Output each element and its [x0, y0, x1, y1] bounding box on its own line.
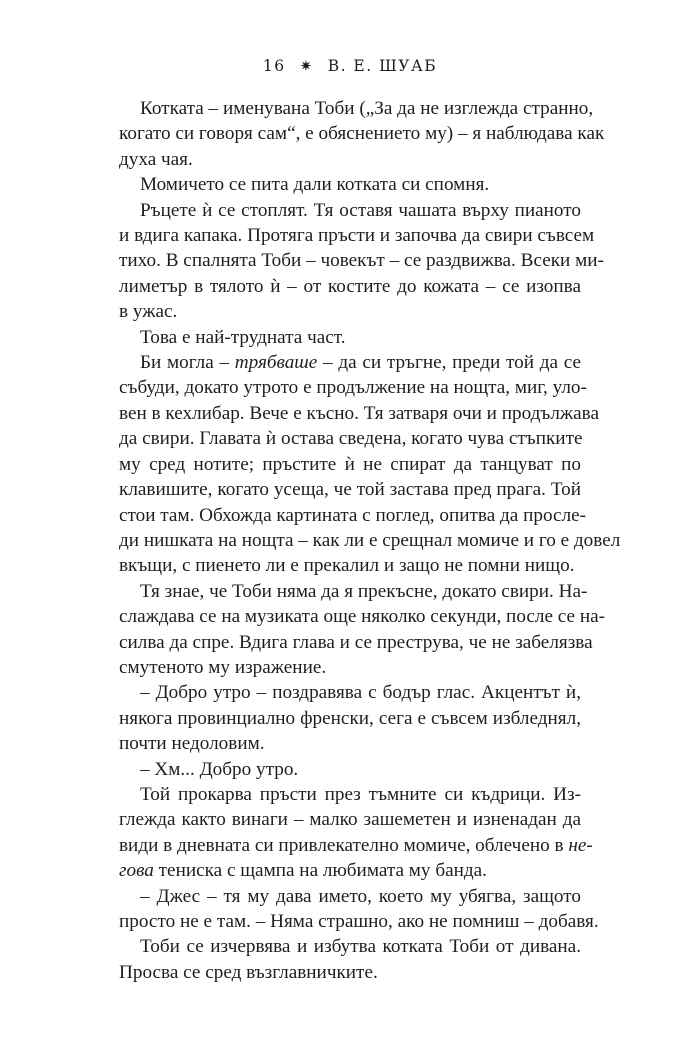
- text-line: когато си говоря сам“, е обяснението му) – я наблюдава как: [119, 123, 605, 145]
- emphasis: гова: [119, 860, 154, 882]
- text-line: силва да спре. Вдига глава и се преструва, че не забелязва: [119, 631, 593, 653]
- page-number: 16: [262, 57, 286, 75]
- text-line: вкъщи, с пиенето ли е прекалил и защо не помни нищо.: [119, 555, 575, 577]
- paragraph: [119, 198, 604, 325]
- paragraph: [119, 350, 621, 579]
- paragraph: [119, 680, 581, 756]
- emphasis: трябваше: [234, 352, 318, 374]
- body-text: [119, 96, 621, 985]
- text-line: духа чая.: [119, 148, 193, 170]
- text-line: – Добро утро – поздравява с бодър глас. Акцентът ѝ,: [140, 682, 581, 704]
- text-line: глежда както винаги – малко зашеметен и изненадан да: [119, 809, 581, 831]
- text-line: ди нишката на нощта – как ли е срещнал момиче и го е довел: [119, 529, 621, 551]
- text-line: Тоби се изчервява и избутва котката Тоби от дивана.: [140, 936, 581, 958]
- paragraph: [119, 172, 581, 197]
- text-line: лиметър в тялото ѝ – от костите до кожата – се изопва: [119, 275, 581, 297]
- text-line: събуди, докато утрото е продължение на нощта, миг, уло-: [119, 377, 587, 399]
- paragraph: [119, 884, 599, 935]
- paragraph: [119, 96, 605, 172]
- text-line: някога провинциално френски, сега е съвсем избледнял,: [119, 707, 581, 729]
- paragraph: [119, 934, 581, 985]
- text-line: просто не е там. – Няма страшно, ако не помниш – добавя.: [119, 911, 599, 932]
- text-line-with-emphasis: Би могла – трябваше – да си тръгне, преди той да се: [140, 352, 581, 374]
- text-line: вен в кехлибар. Вече е късно. Тя затваря очи и продължава: [119, 402, 599, 424]
- paragraph: [119, 782, 593, 884]
- text-line: тихо. В спалнята Тоби – човекът – се раздвижва. Всеки ми-: [119, 250, 604, 272]
- text-line: Той прокарва пръсти през тъмните си къдрици. Из-: [140, 783, 581, 805]
- author-name: В. Е. ШУАБ: [327, 57, 438, 75]
- text-line: Ръцете ѝ се стоплят. Тя оставя чашата върху пианото: [140, 199, 581, 221]
- paragraph: [119, 579, 606, 681]
- text-line: стои там. Обхожда картината с поглед, опитва да просле-: [119, 504, 587, 526]
- text-line: му сред нотите; пръстите ѝ не спират да танцуват по: [119, 453, 581, 475]
- text-line: Това е най-трудната част.: [140, 326, 346, 348]
- text-line: и вдига капака. Протяга пръсти и започва да свири съвсем: [119, 225, 595, 247]
- text-line: да свири. Главата ѝ остава сведена, когато чува стъпките: [119, 428, 583, 450]
- text-line: клавишите, когато усеща, че той застава пред прага. Той: [119, 479, 581, 501]
- running-head: [0, 56, 700, 76]
- paragraph: [119, 325, 581, 350]
- text-line: почти недоловим.: [119, 733, 265, 755]
- text-line: в ужас.: [119, 301, 178, 323]
- text-line: Просва се сред възглавничките.: [119, 961, 378, 983]
- text-line: Тя знае, че Тоби няма да я прекъсне, докато свири. На-: [140, 580, 588, 602]
- emphasis: не-: [568, 834, 593, 856]
- text-line: смутеното му изражение.: [119, 656, 327, 678]
- paragraph: [119, 757, 581, 782]
- star-separator-icon: ✷: [299, 57, 314, 75]
- text-line: Момичето се пита дали котката си спомня.: [140, 174, 490, 196]
- text-line-with-emphasis: гова тениска с щампа на любимата му банда.: [119, 860, 487, 882]
- text-line: слаждава се на музиката още няколко секунди, после се на-: [119, 606, 606, 628]
- text-line: – Хм... Добро утро.: [140, 758, 299, 780]
- text-line-with-emphasis: види в дневната си привлекателно момиче, облечено в не-: [119, 834, 593, 856]
- text-line: Котката – именувана Тоби („За да не изглежда странно,: [140, 98, 594, 119]
- text-line: – Джес – тя му дава името, което му убягва, защото: [140, 885, 581, 907]
